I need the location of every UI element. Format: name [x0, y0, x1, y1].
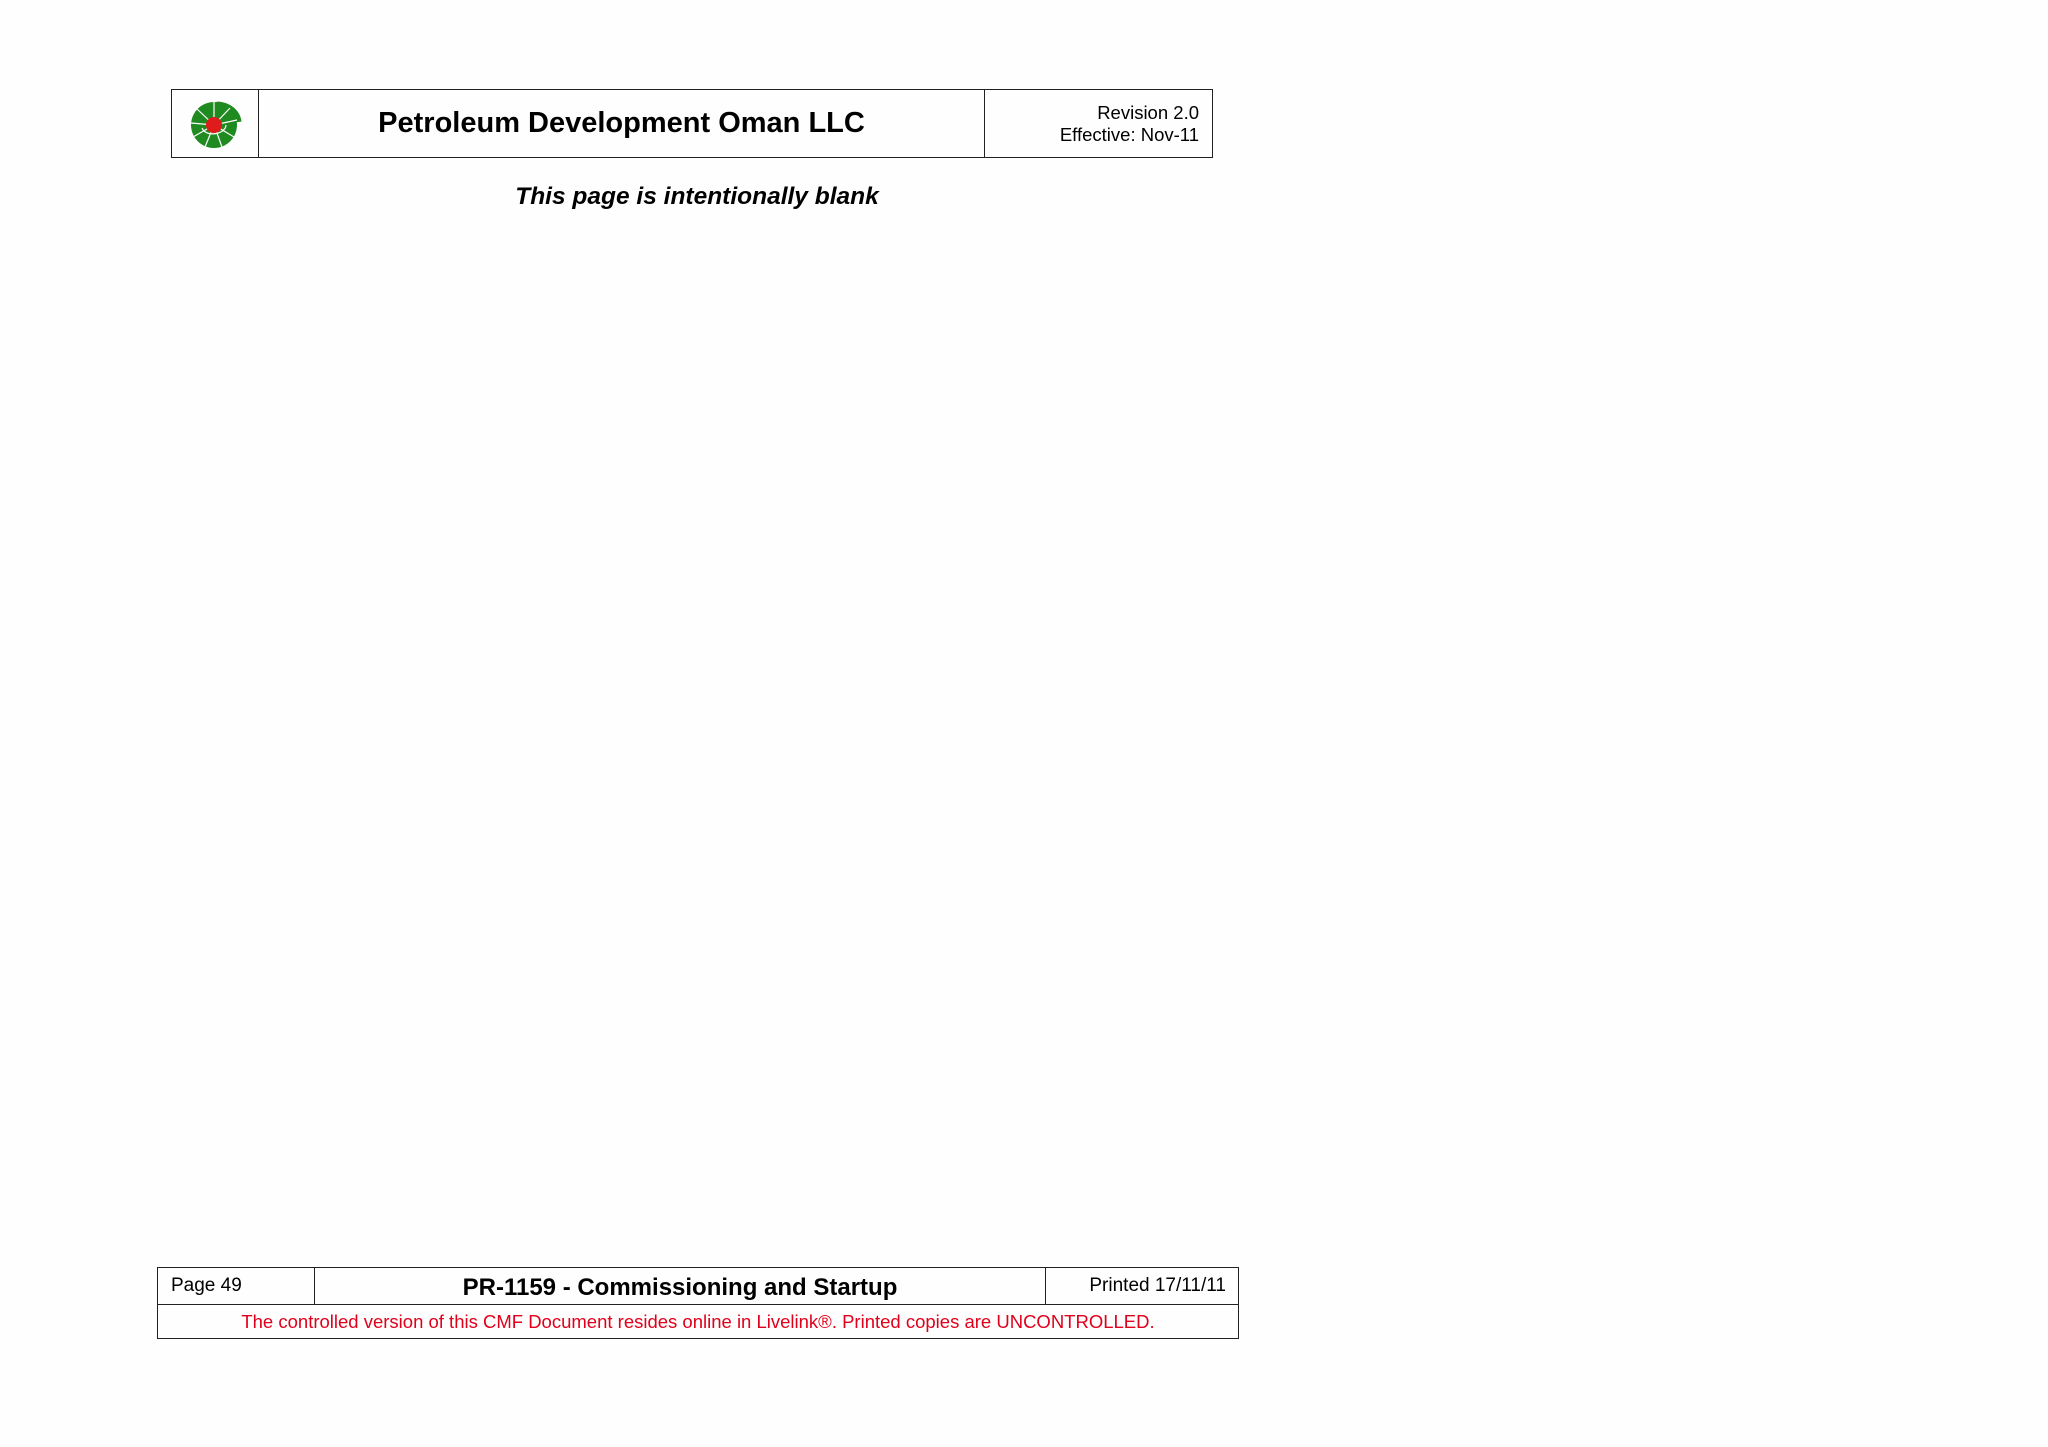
document-title: PR-1159 - Commissioning and Startup [315, 1268, 1046, 1304]
printed-date: Printed 17/11/11 [1089, 1275, 1226, 1296]
page-number: Page 49 [158, 1268, 315, 1304]
pdo-logo-icon [186, 98, 244, 150]
blank-page-note: This page is intentionally blank [515, 183, 879, 210]
page-header [171, 89, 1213, 158]
page-footer [157, 1267, 1239, 1339]
logo-cell [172, 90, 259, 157]
controlled-copy-disclaimer: The controlled version of this CMF Document resides online in Livelink®. Printed copies are UNCONTROLLED. [241, 1310, 1155, 1332]
company-name: Petroleum Development Oman LLC [259, 90, 985, 157]
revision-label: Revision 2.0 [1097, 101, 1199, 123]
footer-info-row [158, 1268, 1238, 1305]
revision-info [985, 90, 1212, 157]
effective-date: Effective: Nov-11 [1059, 123, 1199, 145]
